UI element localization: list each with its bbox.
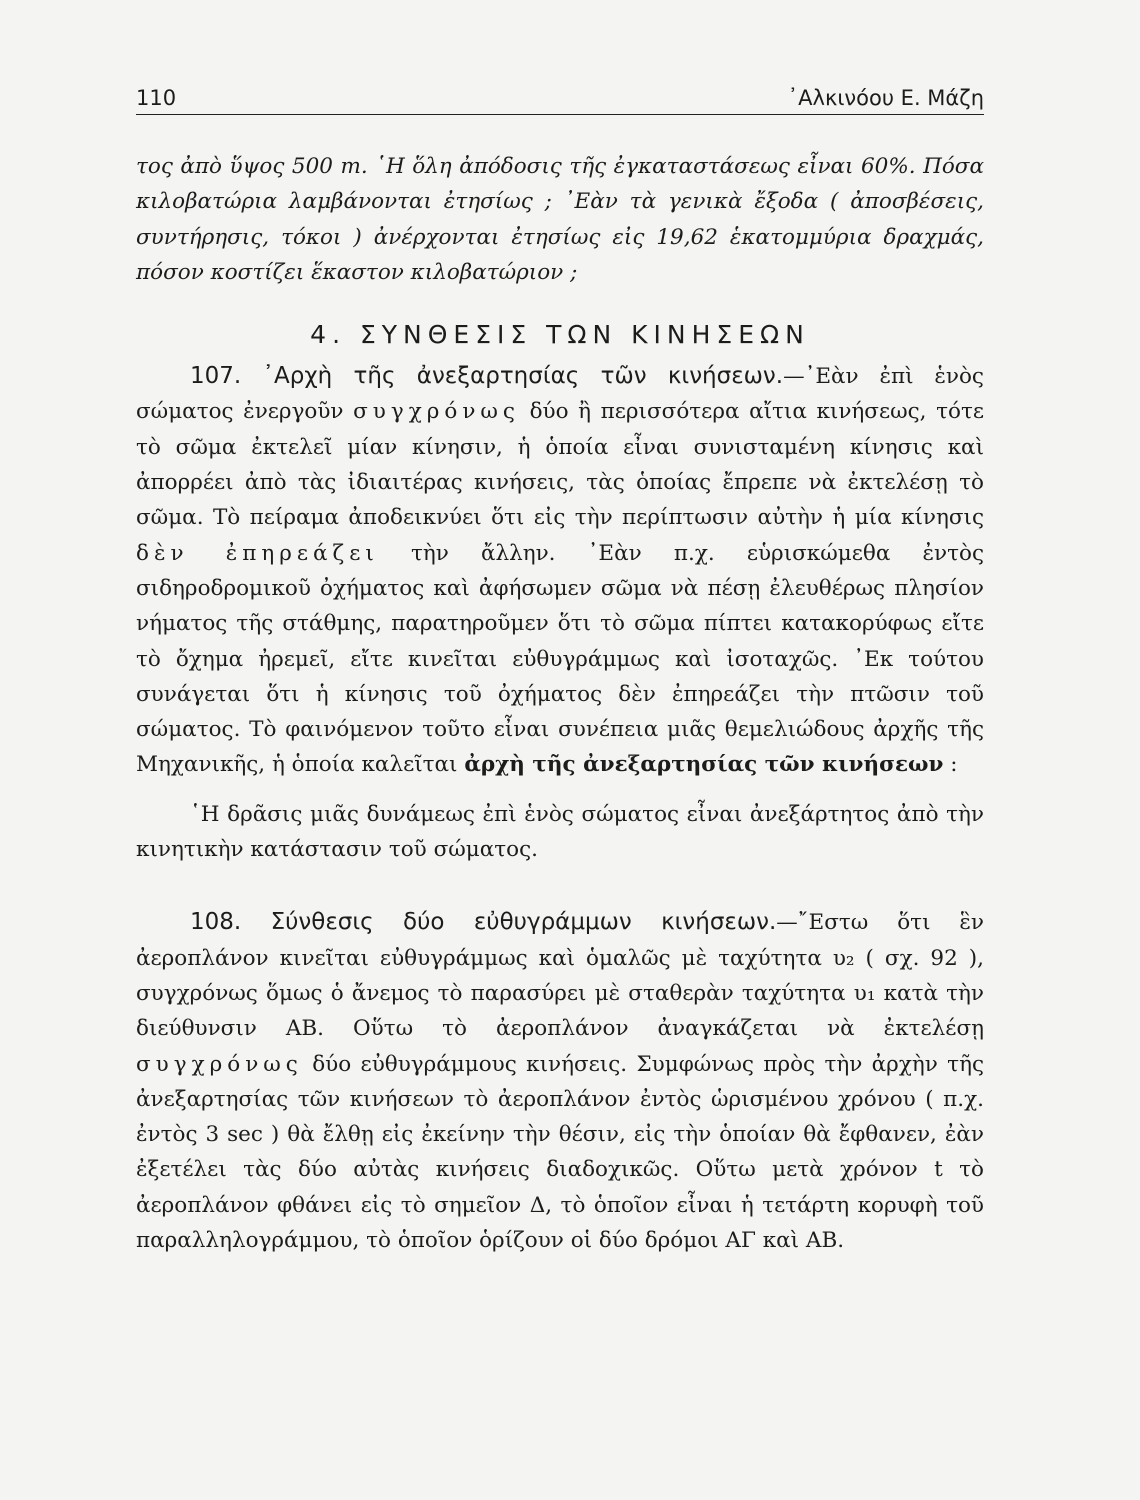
author-name: ᾿Αλκινόου Ε. Μάζη [787,86,984,110]
p108-text-1: —῎Εστω ὅτι ἓν ἀεροπλάνον κινεῖται εὐθυγράμμως καὶ ὁμαλῶς μὲ ταχύτητα υ₂ ( σχ. 92 ), συγχρόνως ὅμως ὁ ἄνεμος τὸ παρασύρει μὲ σταθερὰν ταχύτητα υ₁ κατὰ τὴν διεύθυνσιν ΑΒ. Οὕτω τὸ ἀεροπλάνον ἀναγκάζεται νὰ ἐκτελέσῃ [136,910,985,1042]
subsection-108-heading: 108. Σύνθεσις δύο εὐθυγράμμων κινήσεων. [190,909,777,936]
paragraph-108 [136,905,984,1258]
page-header [136,86,984,115]
paragraph-107 [136,359,984,783]
p108-text-2: δύο εὐθυγράμμους κινήσεις. Συμφώνως πρὸς τὴν ἀρχὴν τῆς ἀνεξαρτησίας τῶν κινήσεων τὸ ἀεροπλάνον ἐντὸς ὡρισμένου χρόνου ( π.χ. ἐντὸς 3 sec ) θὰ ἔλθῃ εἰς ἐκείνην τὴν θέσιν, εἰς τὴν ὁποίαν θὰ ἔφθανεν, ἐὰν ἐξετέλει τὰς δύο αὐτὰς κινήσεις διαδοχικῶς. Οὕτω μετὰ χρόνον t τὸ ἀεροπλάνον φθάνει εἰς τὸ σημεῖον Δ, τὸ ὁποῖον εἶναι ἡ τετάρτη κορυφὴ τοῦ παραλληλογράμμου, τὸ ὁποῖον ὁρίζουν οἱ δύο δρόμοι ΑΓ καὶ ΑΒ. [136,1051,984,1254]
subsection-107-heading: 107. ᾿Αρχὴ τῆς ἀνεξαρτησίας τῶν κινήσεων. [190,363,784,390]
p108-spaced-1: συγχρόνως [136,1051,303,1077]
principle-statement: ῾Η δρᾶσις μιᾶς δυνάμεως ἐπὶ ἑνὸς σώματος εἶναι ἀνεξάρτητος ἀπὸ τὴν κινητικὴν κατάστασιν τοῦ σώματος. [136,801,984,863]
principle-term: ἀρχὴ τῆς ἀνεξαρτησίας τῶν κινήσεων [464,752,944,778]
p107-text-2: δύο ἢ περισσότερα αἴτια κινήσεως, τότε τὸ σῶμα ἐκτελεῖ μίαν κίνησιν, ἡ ὁποία εἶναι συνισταμένη κίνησις καὶ ἀπορρέει ἀπὸ τὰς ἰδιαιτέρας κινήσεις, τὰς ὁποίας ἔπρεπε νὰ ἐκτελέσῃ τὸ σῶμα. Τὸ πείραμα ἀποδεικνύει ὅτι εἰς τὴν περίπτωσιν αὐτὴν ἡ μία κίνησις [136,399,984,531]
book-page [136,86,984,1258]
p107-text-3: τὴν ἄλλην. ᾿Εὰν π.χ. εὑρισκώμεθα ἐντὸς σιδηροδρομικοῦ ὀχήματος καὶ ἀφήσωμεν σῶμα νὰ πέσῃ ἐλευθέρως πλησίον νήματος τῆς στάθμης, παρατηροῦμεν ὅτι τὸ σῶμα πίπτει κατακορύφως εἴτε τὸ ὄχημα ἠρεμεῖ, εἴτε κινεῖται εὐθυγράμμως καὶ ἰσοταχῶς. ᾿Εκ τούτου συνάγεται ὅτι ἡ κίνησις τοῦ ὀχήματος δὲν ἐπηρεάζει τὴν πτῶσιν τοῦ σώματος. Τὸ φαινόμενον τοῦτο εἶναι συνέπεια μιᾶς θεμελιώδους ἀρχῆς τῆς Μηχανικῆς, ἡ ὁποία καλεῖται [136,540,984,778]
p107-spaced-2: δὲν ἐπηρεάζει [136,540,379,566]
p107-spaced-1: συγχρόνως [353,399,520,425]
p107-text-4: : [943,752,958,778]
section-title: 4. ΣΥΝΘΕΣΙΣ ΤΩΝ ΚΙΝΗΣΕΩΝ [310,320,810,350]
intro-paragraph: τος ἀπὸ ὕψος 500 m. ῾Η ὅλη ἀπόδοσις τῆς ἐγκαταστάσεως εἶναι 60%. Πόσα κιλοβατώρια λαμβάνονται ἐτησίως ; ᾿Εὰν τὰ γενικὰ ἔξοδα ( ἀποσβέσεις, συντήρησις, τόκοι ) ἀνέρχονται ἐτησίως εἰς 19,62 ἑκατομμύρια δραχμάς, πόσον κοστίζει ἕκαστον κιλοβατώριον ; [136,154,984,285]
p107-text-1: —᾿Εὰν ἐπὶ ἑνὸς σώματος ἐνεργοῦν [136,364,984,425]
page-number: 110 [136,86,177,110]
